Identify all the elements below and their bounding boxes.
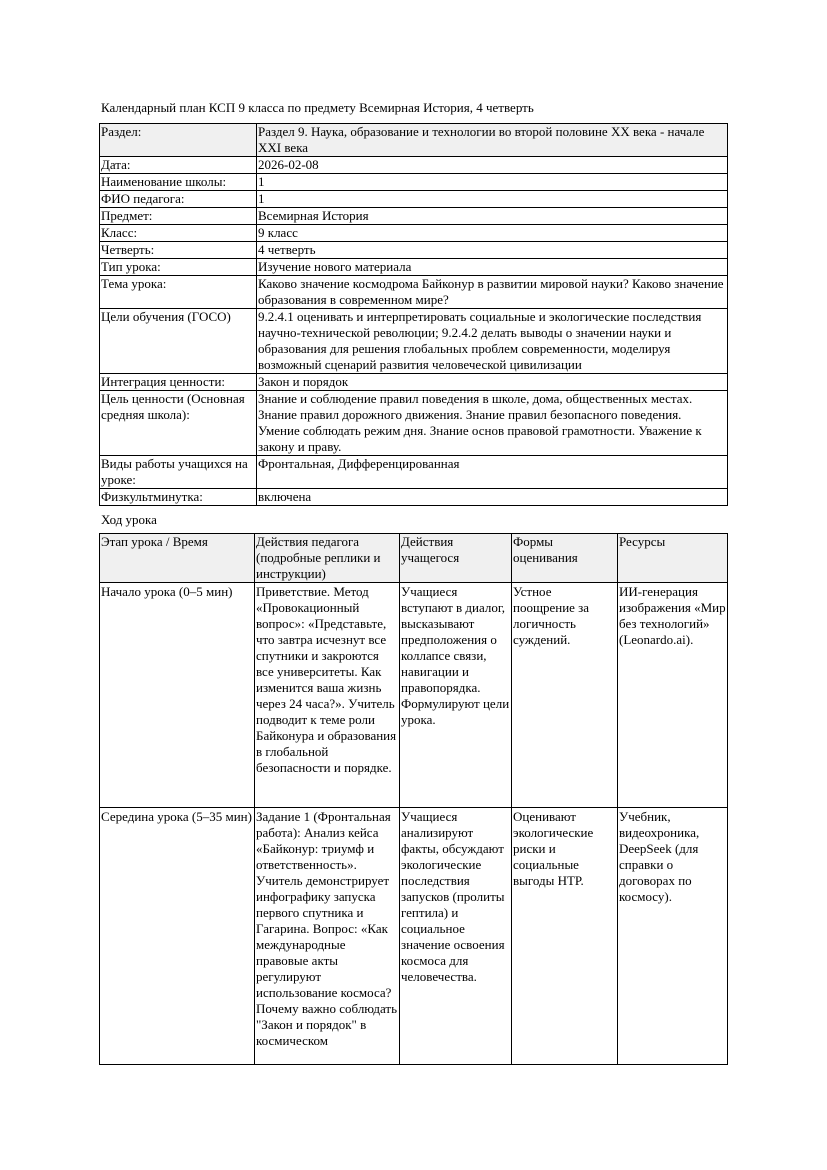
info-label: Тема урока: [100,276,257,309]
cell-teacher-actions: Приветствие. Метод «Провокационный вопрос»: «Представьте, что завтра исчезнут все спутники и закроются все университеты. Как изменится ваша жизнь через 24 часа?». Учитель подводит к теме роли Байконура и образования в глобальной безопасности и порядке. [255,583,400,808]
info-label: Виды работы учащихся на уроке: [100,456,257,489]
cell-assessment: Устное поощрение за логичность суждений. [512,583,618,808]
info-row-quarter [100,242,728,259]
info-label: Интеграция ценности: [100,374,257,391]
cell-stage [100,808,255,1065]
info-label: Дата: [100,157,257,174]
column-header-student-actions: Действия учащегося [400,534,512,583]
cell-student-actions: Учащиеся вступают в диалог, высказывают предположения о коллапсе связи, навигации и правопорядка. Формулируют цели урока. [400,583,512,808]
cell-teacher-actions-text: Задание 1 (Фронтальная работа): Анализ кейса «Байконур: триумф и ответственность». Учитель демонстрирует инфографику запуска первого спутника и Гагарина. Вопрос: «Как международные правовые акты регулируют использование космоса? Почему важно соблюдать "Закон и порядок" в космическом [256,809,398,1048]
info-row-date [100,157,728,174]
info-row-exercise-break [100,489,728,506]
info-label: Четверть: [100,242,257,259]
info-value: 4 четверть [257,242,728,259]
info-value: 1 [257,191,728,208]
column-header-teacher-actions: Действия педагога (подробные реплики и инструкции) [255,534,400,583]
info-row-work-types [100,456,728,489]
cell-assessment-text: Оценивают экологические риски и социальные выгоды НТР. [513,809,594,888]
info-value: 2026-02-08 [257,157,728,174]
cell-assessment [512,808,618,1065]
info-label: Физкультминутка: [100,489,257,506]
info-row-value-integration [100,374,728,391]
column-header-resources: Ресурсы [618,534,728,583]
info-label: Цель ценности (Основная средняя школа): [100,391,257,456]
lesson-progress-heading: Ход урока [101,512,157,527]
info-row-value-goal [100,391,728,456]
info-row-topic [100,276,728,309]
cell-resources-text: Учебник, видеохроника, DeepSeek (для справки о договорах по космосу). [619,809,700,904]
cell-student-actions-text: Учащиеся анализируют факты, обсуждают экологические последствия запусков (пролиты гептила) и социальное значение освоения космоса для человечества. [401,809,505,984]
page-title: Календарный план КСП 9 класса по предмету Всемирная История, 4 четверть [101,100,534,115]
cell-teacher-actions [255,808,400,1065]
info-value: Фронтальная, Дифференцированная [257,456,728,489]
lesson-info-table [99,123,728,506]
table-header-row [100,534,728,583]
info-value: Раздел 9. Наука, образование и технологии во второй половине XX века - начале XXI века [257,124,728,157]
info-value: 1 [257,174,728,191]
info-value: Изучение нового материала [257,259,728,276]
info-row-grade [100,225,728,242]
info-label: Предмет: [100,208,257,225]
cell-stage-text: Середина урока (5–35 мин) [101,809,252,824]
table-row [100,583,728,808]
cell-resources: ИИ-генерация изображения «Мир без технологий» (Leonardo.ai). [618,583,728,808]
info-value: Знание и соблюдение правил поведения в школе, дома, общественных местах. Знание правил дорожного движения. Знание правил безопасного поведения. Умение соблюдать режим дня. Знание основ правовой грамотности. Уважение к закону и праву. [257,391,728,456]
cell-stage: Начало урока (0–5 мин) [100,583,255,808]
info-value: Каково значение космодрома Байконур в развитии мировой науки? Каково значение образования в современном мире? [257,276,728,309]
info-value: 9.2.4.1 оценивать и интерпретировать социальные и экологические последствия научно-технической революции; 9.2.4.2 делать выводы о значении науки и образования для решения глобальных проблем современности, моделируя возможный сценарий развития человеческой цивилизации [257,309,728,374]
info-row-school [100,174,728,191]
cell-student-actions [400,808,512,1065]
info-label: Раздел: [100,124,257,157]
info-row-teacher [100,191,728,208]
info-value: Закон и порядок [257,374,728,391]
info-label: Наименование школы: [100,174,257,191]
info-label: Тип урока: [100,259,257,276]
info-value: 9 класс [257,225,728,242]
table-row [100,808,728,1065]
info-row-objectives [100,309,728,374]
lesson-progress-table [99,533,728,1065]
cell-resources [618,808,728,1065]
info-label: Класс: [100,225,257,242]
column-header-stage: Этап урока / Время [100,534,255,583]
info-row-subject [100,208,728,225]
info-value: Всемирная История [257,208,728,225]
info-label: ФИО педагога: [100,191,257,208]
info-row-section [100,124,728,157]
info-label: Цели обучения (ГОСО) [100,309,257,374]
info-value: включена [257,489,728,506]
info-row-lesson-type [100,259,728,276]
column-header-assessment: Формы оценивания [512,534,618,583]
